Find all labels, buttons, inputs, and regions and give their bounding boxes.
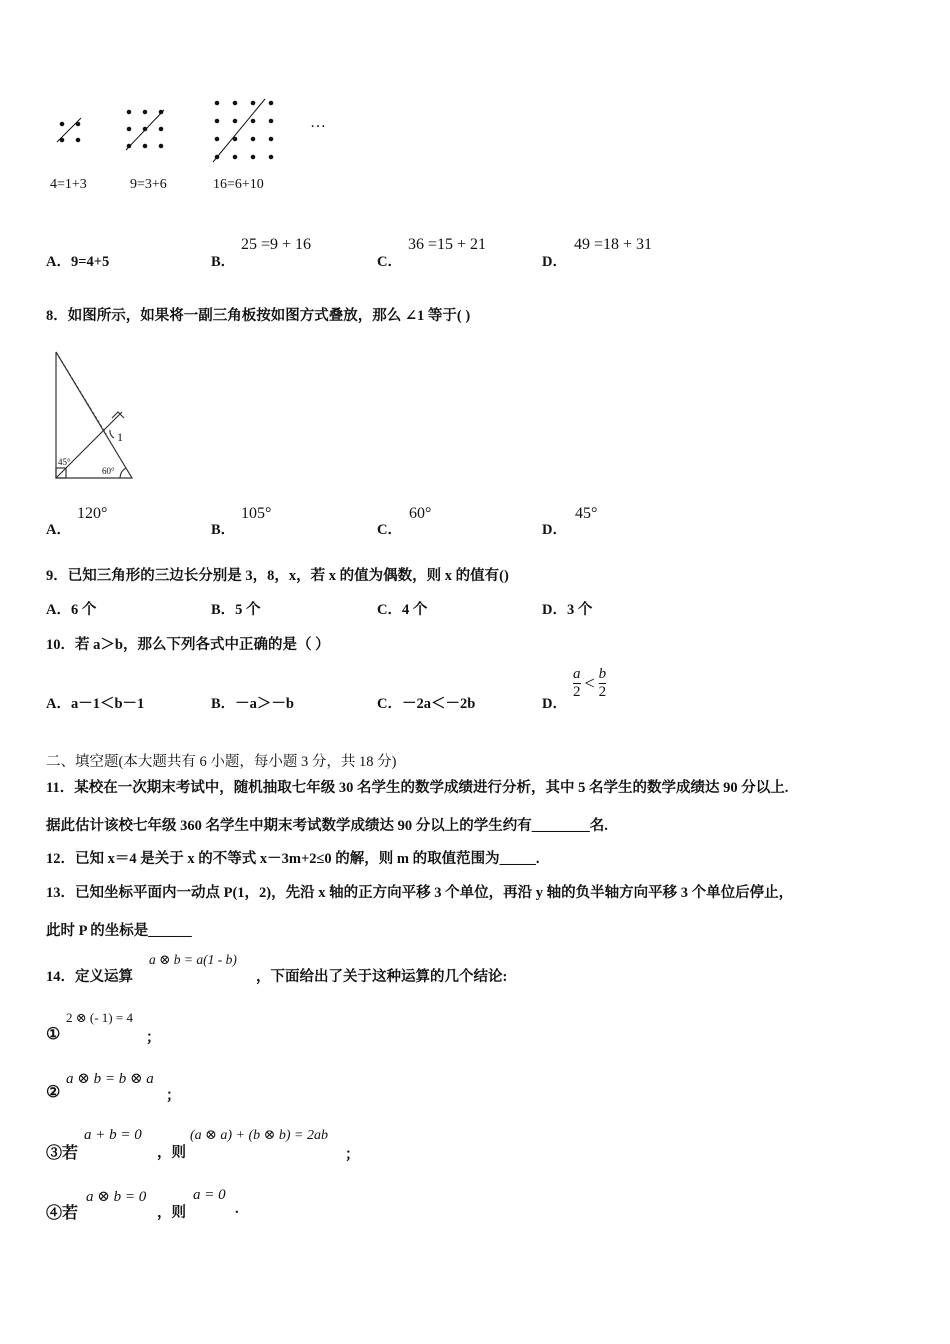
q7-option-d-letter[interactable]: D．: [542, 254, 567, 270]
q14-item4-mark: ④若: [46, 1205, 79, 1222]
q13-line1: 13．已知坐标平面内一动点 P(1，2)，先沿 x 轴的正方向平移 3 个单位，再沿 y 轴的负半轴方向平移 3 个单位后停止，: [46, 885, 794, 901]
q14-item3-math: (a ⊗ a) + (b ⊗ b) = 2ab: [190, 1128, 329, 1143]
q9-stem: 9．已知三角形的三边长分别是 3，8，x，若 x 的值为偶数，则 x 的值有(): [46, 568, 509, 584]
q14-item2-math: a ⊗ b = b ⊗ a: [66, 1071, 154, 1087]
fraction-b-over-2: $\frac{b}{2}$: [598, 666, 607, 700]
q14-definition: a ⊗ b = a(1 - b): [149, 952, 237, 967]
q7-option-b-math: 25 =9 + 16: [241, 236, 312, 253]
q7-option-a[interactable]: [46, 250, 109, 271]
q14-item2-mark: ②: [46, 1084, 61, 1101]
q9-option-c[interactable]: C．4 个: [377, 602, 428, 618]
q8-option-c-letter[interactable]: C．: [377, 522, 402, 538]
q10-option-a[interactable]: A．a－1＜b－1: [46, 696, 145, 712]
q8-stem: 8．如图所示，如果将一副三角板按如图方式叠放，那么 ∠1 等于( ): [46, 308, 471, 324]
q14-prefix: 14．定义运算: [46, 969, 133, 985]
q14-item1-math: 2 ⊗ (- 1) = 4: [66, 1010, 133, 1025]
q7-option-b-letter[interactable]: B．: [211, 254, 236, 270]
q14-item3-mark: ③若: [46, 1145, 79, 1162]
q14-item3-cond: a + b = 0: [84, 1127, 142, 1143]
q9-option-b[interactable]: B．5 个: [211, 602, 261, 618]
option-text: 9=4+5: [70, 254, 110, 270]
q11-line2: 据此估计该校七年级 360 名学生中期末考试数学成绩达 90 分以上的学生约有________名.: [46, 818, 608, 834]
q14-item3-tail: ；: [345, 1147, 360, 1163]
q8-option-a-letter[interactable]: A．: [46, 522, 71, 538]
q8-option-b-math: 105°: [241, 505, 272, 522]
q7-option-c-math: 36 =15 + 21: [408, 236, 487, 253]
q14-item4-mid: ，则: [157, 1205, 186, 1221]
q10-option-c[interactable]: C．－2a＜－2b: [377, 696, 476, 712]
q8-option-d-letter[interactable]: D．: [542, 522, 567, 538]
q8-option-d-math: 45°: [575, 505, 598, 522]
q14-suffix: ，下面给出了关于这种运算的几个结论:: [256, 969, 508, 985]
q14-item3-mid: ，则: [157, 1145, 186, 1161]
q11-line1: 11．某校在一次期末考试中，随机抽取七年级 30 名学生的数学成绩进行分析，其中 5 名学生的数学成绩达 90 分以上.: [46, 780, 789, 796]
q7-option-d-math: 49 =18 + 31: [574, 236, 653, 253]
dot-pattern-2x2: [57, 118, 81, 142]
dot-pattern-3x3: [126, 110, 164, 150]
q8-option-b-letter[interactable]: B．: [211, 522, 236, 538]
q12-stem: 12．已知 x＝4 是关于 x 的不等式 x－3m+2≤0 的解，则 m 的取值范围为_____.: [46, 851, 540, 867]
q9-option-a[interactable]: A．6 个: [46, 602, 97, 618]
q10-option-b[interactable]: B．－a＞－b: [211, 696, 294, 712]
dot-pattern-label-2: 9=3+6: [130, 177, 167, 192]
dot-pattern-label-3: 16=6+10: [213, 177, 264, 192]
q14-item4-math: a = 0: [193, 1187, 226, 1203]
dot-pattern-figure: [40, 92, 340, 172]
q14-item1-mark: ①: [46, 1026, 61, 1043]
q10-option-d-math: [573, 666, 606, 701]
q14-item4-tail: .: [235, 1201, 239, 1217]
q8-option-a-math: 120°: [77, 505, 108, 522]
dot-pattern-4x4: [213, 99, 273, 162]
triangle-rulers-figure: [50, 348, 140, 484]
q13-line2: 此时 P 的坐标是______: [46, 923, 192, 939]
option-letter: A．: [46, 254, 71, 270]
q14-item1-tail: ；: [146, 1030, 161, 1046]
fraction-a-over-2: $\frac{a}{2}$: [573, 666, 581, 700]
q9-option-d[interactable]: D．3 个: [542, 602, 593, 618]
q10-option-d-letter[interactable]: D．: [542, 696, 567, 712]
dot-pattern-label-1: 4=1+3: [50, 177, 87, 192]
q14-item2-tail: ；: [166, 1088, 181, 1104]
section-heading-fill-blank: 二、填空题(本大题共有 6 小题，每小题 3 分，共 18 分): [46, 754, 397, 770]
angle-60-label: 60°: [102, 466, 115, 476]
dot-pattern-ellipsis: …: [310, 114, 326, 131]
q7-option-c-letter[interactable]: C．: [377, 254, 402, 270]
q10-stem: 10．若 a＞b，那么下列各式中正确的是（ ）: [46, 637, 330, 653]
angle-45-label: 45°: [58, 457, 71, 467]
angle-1-label: 1: [117, 430, 123, 444]
q8-option-c-math: 60°: [409, 505, 432, 522]
q14-item4-cond: a ⊗ b = 0: [86, 1189, 147, 1205]
less-than-sign: <: [584, 673, 595, 693]
